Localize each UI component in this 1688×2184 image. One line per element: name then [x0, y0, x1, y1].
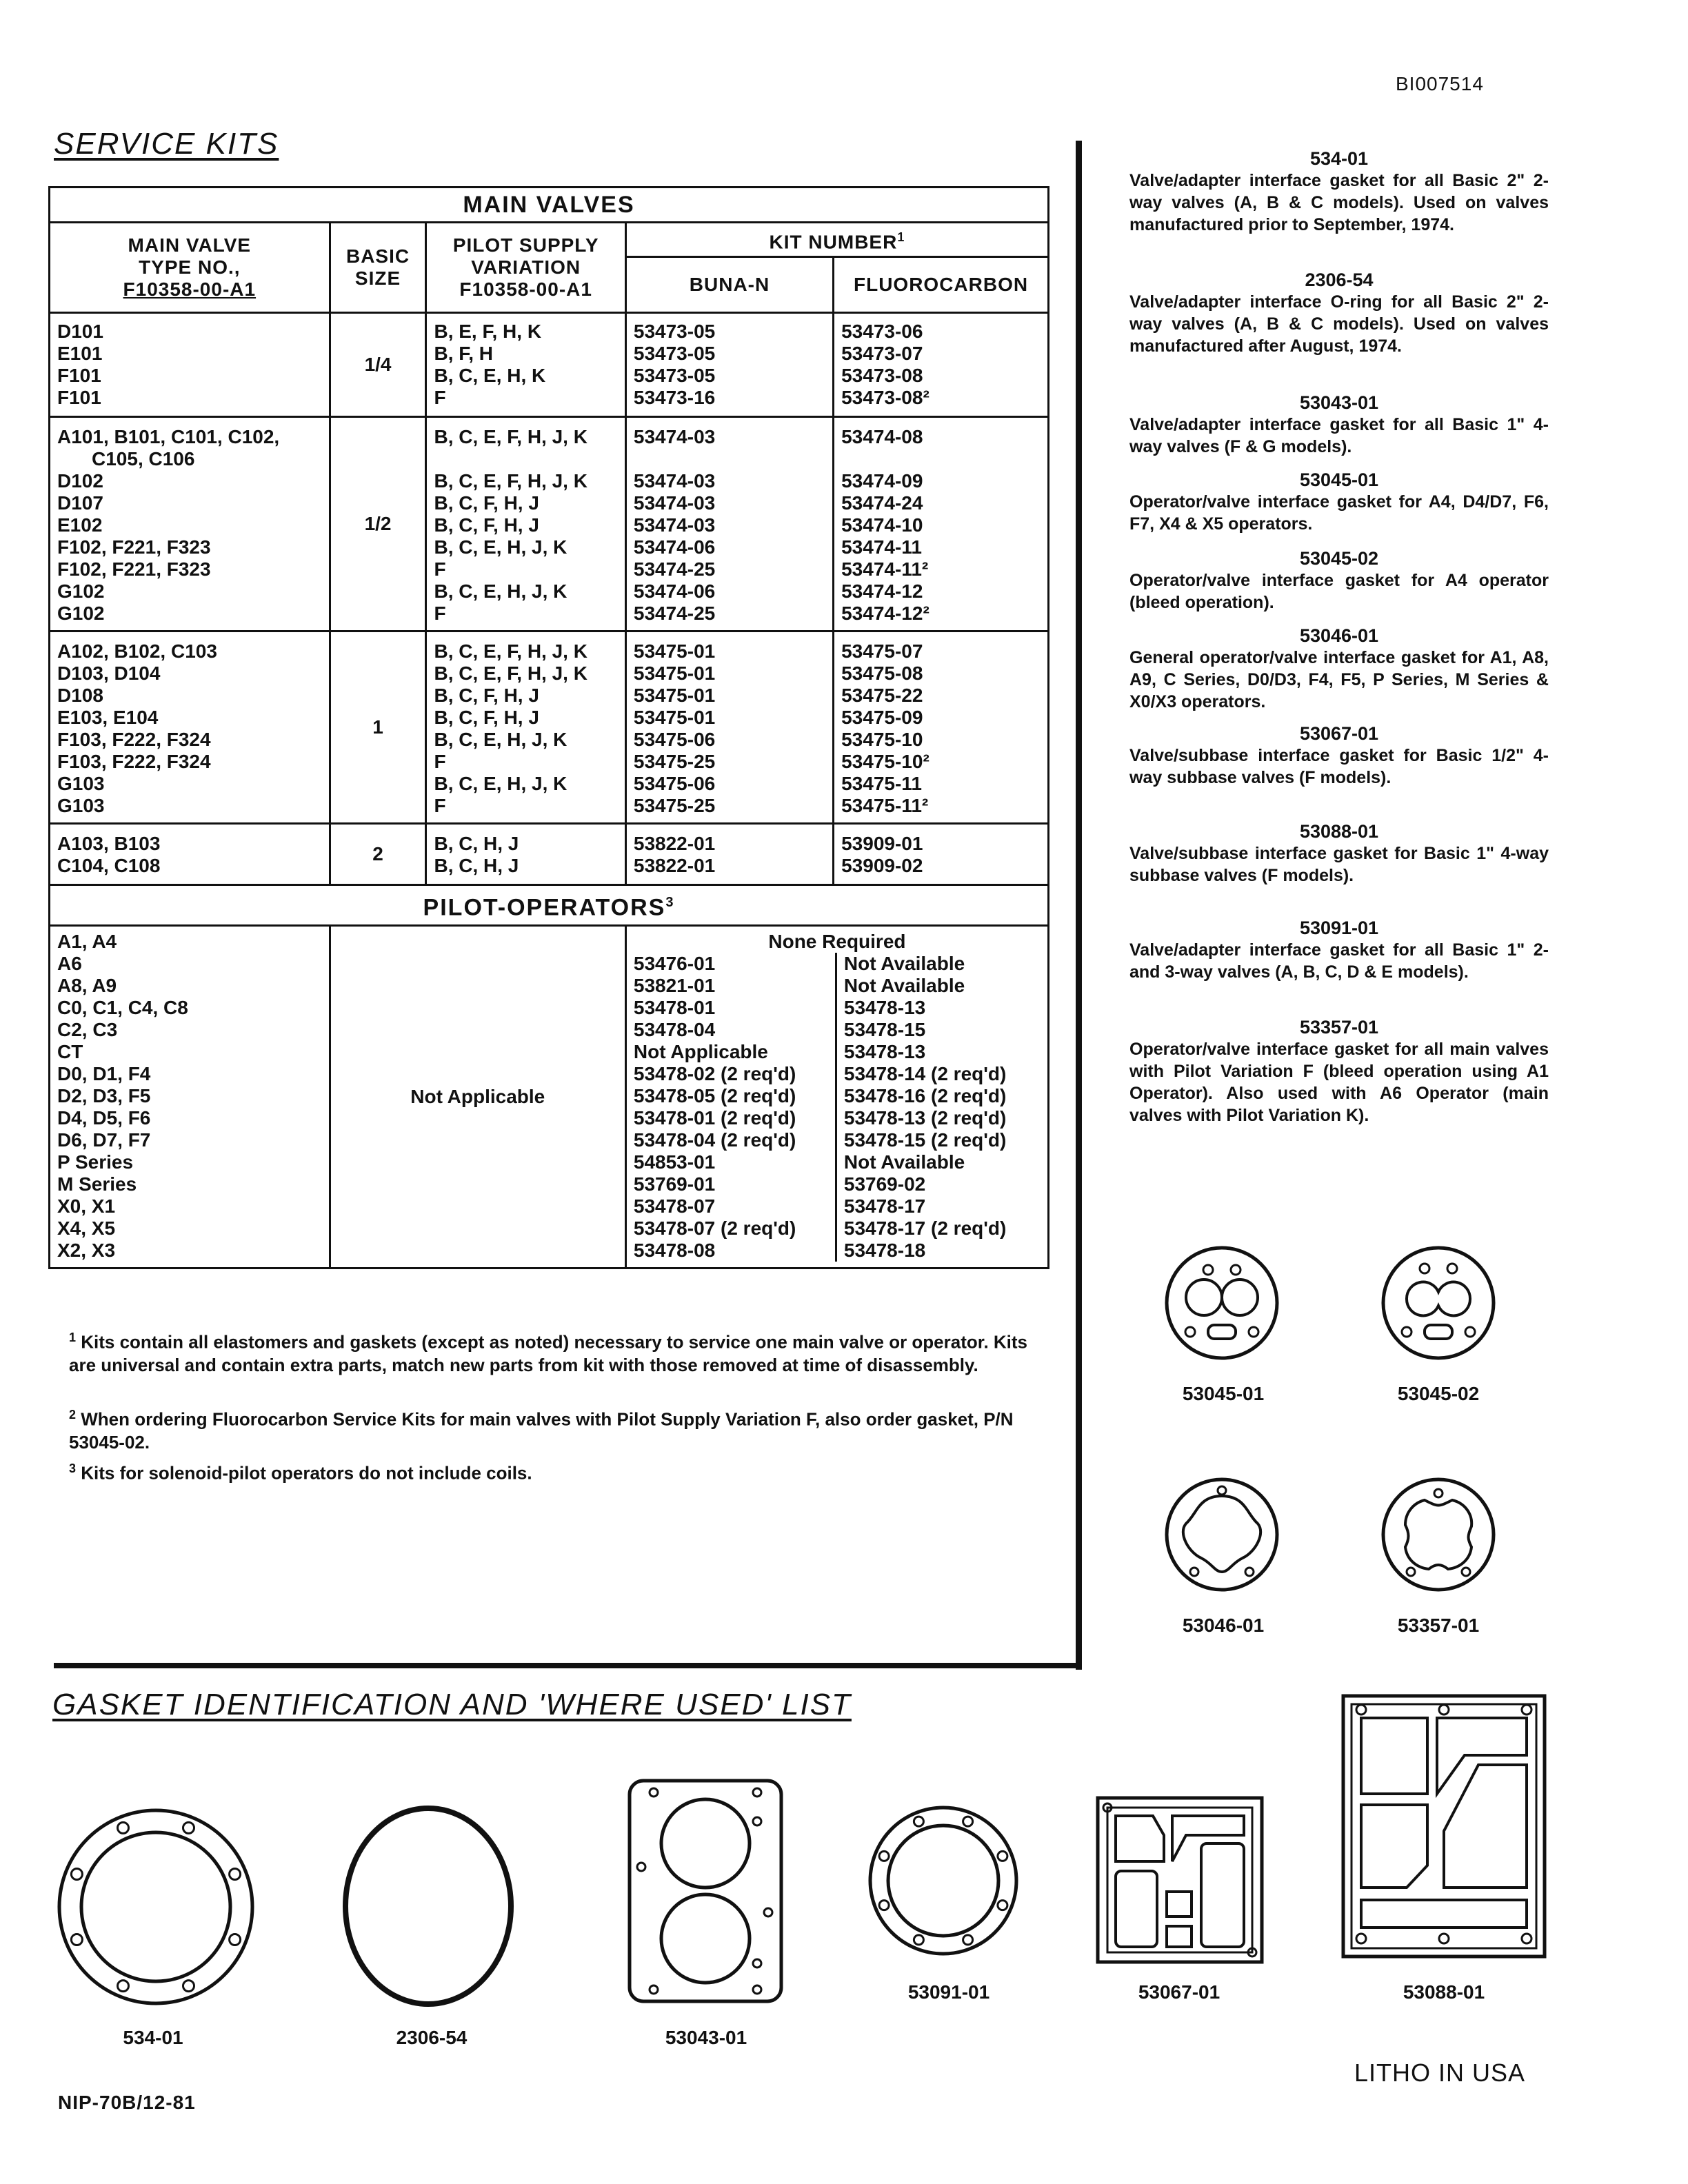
gasket-53045-01-drawing — [1163, 1244, 1281, 1362]
operators-row — [50, 925, 1049, 1268]
gasket-desc-53045-01: 53045-01 Operator/valve interface gasket for A4, D4/D7, F6, F7, X4 & X5 operators. — [1129, 469, 1549, 534]
label-53088-01: 53088-01 — [1403, 1981, 1485, 2003]
gasket-desc-53067-01: 53067-01 Valve/subbase interface gasket for Basic 1/2" 4-way subbase valves (F models). — [1129, 723, 1549, 787]
kit-group-two — [50, 824, 1049, 885]
basic-size: 1 — [330, 631, 426, 824]
footnote-2: $^2$ When ordering Fluorocarbon Service Kits for main valves with Pilot Supply Variation F, also order gasket, P/N 53045-02. — [69, 1408, 1014, 1453]
label-53046-01: 53046-01 — [1182, 1615, 1265, 1636]
litho-in-usa: LITHO IN USA — [1354, 2059, 1526, 2087]
basic-size: 2 — [330, 824, 426, 885]
gasket-desc-2306-54: 2306-54 Valve/adapter interface O-ring for all Basic 2" 2-way valves (A, B & C models). Used on valves manufactured after August, 1974. — [1129, 270, 1549, 356]
pilot-list: B, C, E, F, H, J, K B, C, E, F, H, J, K B, C, F, H, J B, C, F, H, J B, C, E, H, J, K F B, C, E, H, J, K F — [426, 417, 625, 631]
gasket-desc-53045-02: 53045-02 Operator/valve interface gasket for A4 operator (bleed operation). — [1129, 548, 1549, 612]
kit-group-quarter — [50, 313, 1049, 417]
label-53045-02: 53045-02 — [1397, 1383, 1480, 1404]
kit-group-one — [50, 631, 1049, 824]
basic-size: 1/2 — [330, 417, 426, 631]
gasket-53088-01-drawing — [1340, 1693, 1547, 1959]
basic-size: 1/4 — [330, 313, 426, 417]
bolt-hole — [963, 1817, 973, 1826]
pilot-supply-header: PILOT SUPPLY VARIATION F10358-00-A1 — [426, 223, 625, 313]
pilot-list: B, C, E, F, H, J, K B, C, E, F, H, J, K B, C, F, H, J B, C, F, H, J B, C, E, H, J, K F B, C, E, H, J, K F — [426, 631, 625, 824]
none-required: None Required — [768, 930, 906, 952]
operator-kits — [625, 925, 1048, 1268]
gasket-desc-53091-01: 53091-01 Valve/adapter interface gasket for all Basic 1" 2- and 3-way valves (A, B, C, D & E models). — [1129, 918, 1549, 982]
gasket-desc-53357-01: 53357-01 Operator/valve interface gasket for all main valves with Pilot Variation F (bleed operation using A1 Operator). Also used with A6 Operator (main valves with Pilot Variation K). — [1129, 1017, 1549, 1125]
fluoro-list: 53473-06 53473-07 53473-08 53473-08² — [834, 313, 1049, 417]
vertical-divider — [1076, 141, 1082, 1670]
gasket-53043-01-drawing — [626, 1777, 785, 2005]
footnote-3: $^3$ Kits for solenoid-pilot operators do not include coils. — [69, 1462, 532, 1484]
bolt-hole — [879, 1901, 889, 1910]
type-list: D101 E101 F101 F101 — [50, 313, 330, 417]
label-53067-01: 53067-01 — [1138, 1981, 1220, 2003]
horizontal-divider — [54, 1663, 1082, 1668]
buna-list: 53475-01 53475-01 53475-01 53475-01 53475-06 53475-25 53475-06 53475-25 — [625, 631, 833, 824]
service-kits-table — [48, 186, 1049, 1269]
service-kits-title: SERVICE KITS — [54, 127, 279, 161]
pilot-list: B, E, F, H, K B, F, H B, C, E, H, K F — [426, 313, 625, 417]
operators-not-applicable: Not Applicable — [330, 925, 625, 1268]
bolt-hole — [879, 1851, 889, 1861]
basic-size-header: BASIC SIZE — [330, 223, 426, 313]
gasket-53357-01-drawing — [1379, 1475, 1498, 1594]
kit-number-header: KIT NUMBER$^1$ — [625, 223, 1048, 257]
buna-header: BUNA-N — [625, 257, 833, 313]
gasket-53045-02-drawing — [1379, 1244, 1498, 1362]
gasket-2306-54-drawing — [341, 1803, 516, 2009]
gasket-desc-53046-01: 53046-01 General operator/valve interface gasket for A1, A8, A9, C Series, D0/D3, F4, F5, P Series, M Series & X0/X3 operators. — [1129, 625, 1549, 711]
bolt-hole — [914, 1935, 923, 1945]
bolt-hole — [963, 1935, 973, 1945]
bolt-hole — [71, 1869, 82, 1880]
kit-group-half — [50, 417, 1049, 631]
gasket-53091-01-drawing — [866, 1803, 1021, 1958]
header-row-1 — [50, 223, 1049, 257]
label-534-01: 534-01 — [123, 2027, 183, 2048]
form-number: NIP-70B/12-81 — [58, 2092, 196, 2113]
label-2306-54: 2306-54 — [396, 2027, 468, 2048]
type-list: A101, B101, C101, C102, C105, C106 D102 D107 E102 F102, F221, F323 F102, F221, F323 G102 G102 — [50, 417, 330, 631]
main-valve-header: MAIN VALVE TYPE NO., F10358-00-A1 — [50, 223, 330, 313]
fluoro-list: 53475-07 53475-08 53475-22 53475-09 53475-10 53475-10² 53475-11 53475-11² — [834, 631, 1049, 824]
gasket-53046-01-drawing — [1163, 1475, 1281, 1594]
buna-list: 53474-03 53474-03 53474-03 53474-03 53474-06 53474-25 53474-06 53474-25 — [625, 417, 833, 631]
label-53043-01: 53043-01 — [665, 2027, 747, 2048]
bolt-hole — [914, 1817, 923, 1826]
bolt-hole — [183, 1981, 194, 1992]
gasket-id-title: GASKET IDENTIFICATION AND 'WHERE USED' LIST — [52, 1688, 852, 1721]
bolt-hole — [71, 1934, 82, 1945]
bolt-hole — [998, 1851, 1007, 1861]
pilot-list: B, C, H, J B, C, H, J — [426, 824, 625, 885]
gasket-desc-53043-01: 53043-01 Valve/adapter interface gasket for all Basic 1" 4-way valves (F & G models). — [1129, 392, 1549, 456]
fluoro-list: 53474-08 53474-09 53474-24 53474-10 53474-11 53474-11² 53474-12 53474-12² — [834, 417, 1049, 631]
main-valves-title: MAIN VALVES — [50, 188, 1049, 223]
pilot-operators-title: PILOT-OPERATORS$^3$ — [50, 885, 1049, 925]
footnote-1: $^1$ Kits contain all elastomers and gaskets (except as noted) necessary to service one main valve or operator. Kits are universal and contain extra parts, match new parts from kit with those removed at time of disassembly. — [69, 1331, 1028, 1375]
buna-list: 53473-05 53473-05 53473-05 53473-16 — [625, 313, 833, 417]
bolt-hole — [118, 1981, 129, 1992]
bolt-hole — [230, 1934, 241, 1945]
bolt-hole — [998, 1901, 1007, 1910]
operator-buna-list: 53476-01 53821-01 53478-01 53478-04 Not Applicable 53478-02 (2 req'd) 53478-05 (2 req'd) 53478-01 (2 req'd) 53478-04 (2 req'd) 54853-01 53769-01 53478-07 53478-07 (2 req'd) 53478-08 — [633, 952, 796, 1261]
gasket-534-01-drawing — [55, 1806, 257, 2008]
document-id: BI007514 — [1396, 73, 1484, 94]
buna-list: 53822-01 53822-01 — [625, 824, 833, 885]
fluoro-header: FLUOROCARBON — [834, 257, 1049, 313]
gasket-desc-53088-01: 53088-01 Valve/subbase interface gasket for Basic 1" 4-way subbase valves (F models). — [1129, 821, 1549, 885]
operator-fluoro-list: Not Available Not Available 53478-13 53478-15 53478-13 53478-14 (2 req'd) 53478-16 (2 req'd) 53478-13 (2 req'd) 53478-15 (2 req'd) Not Available 53769-02 53478-17 53478-17 (2 req'd) 53478-18 — [835, 953, 1006, 1262]
type-list: A103, B103 C104, C108 — [50, 824, 330, 885]
gasket-53067-01-drawing — [1095, 1795, 1265, 1965]
label-53091-01: 53091-01 — [907, 1981, 990, 2003]
fluoro-list: 53909-01 53909-02 — [834, 824, 1049, 885]
bolt-hole — [118, 1822, 129, 1833]
bolt-hole — [183, 1822, 194, 1833]
gasket-desc-534-01: 534-01 Valve/adapter interface gasket for all Basic 2" 2-way valves (A, B & C models). Used on valves manufactured prior to September, 1974. — [1129, 148, 1549, 234]
bolt-hole — [230, 1869, 241, 1880]
label-53045-01: 53045-01 — [1182, 1383, 1265, 1404]
label-53357-01: 53357-01 — [1397, 1615, 1480, 1636]
operator-type-list: A1, A4 A6 A8, A9 C0, C1, C4, C8 C2, C3 CT D0, D1, F4 D2, D3, F5 D4, D5, F6 D6, D7, F7 P Series M Series X0, X1 X4, X5 X2, X3 — [50, 925, 330, 1268]
type-list: A102, B102, C103 D103, D104 D108 E103, E104 F103, F222, F324 F103, F222, F324 G103 G103 — [50, 631, 330, 824]
